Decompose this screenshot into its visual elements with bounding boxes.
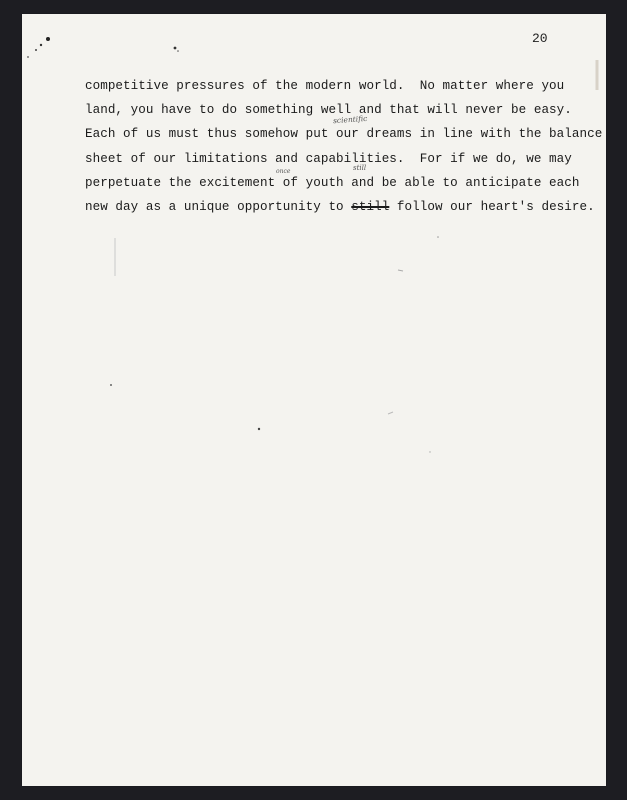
text-line: competitive pressures of the modern world. No matter where you	[85, 79, 565, 93]
text-line: sheet of our limitations and capabilities. For if we do, we may	[85, 151, 572, 166]
text-segment: follow our heart's desire.	[389, 200, 595, 215]
struck-word: still	[351, 200, 390, 215]
handwritten-insertion: once	[276, 168, 291, 175]
typed-paragraph	[85, 74, 603, 219]
text-segment: new day as a unique opportunity to	[85, 200, 352, 215]
page-number: 20	[532, 31, 548, 46]
handwritten-insertion: scientific	[332, 113, 368, 126]
text-line: perpetuate the excitement of youth and be able to anticipate each	[85, 175, 580, 190]
text-line	[85, 195, 595, 219]
text-line: Each of us must thus somehow put our dreams in line with the balance	[85, 127, 603, 142]
text-line: land, you have to do something well and that will never be easy.	[85, 103, 572, 118]
handwritten-insertion: still	[353, 164, 367, 172]
